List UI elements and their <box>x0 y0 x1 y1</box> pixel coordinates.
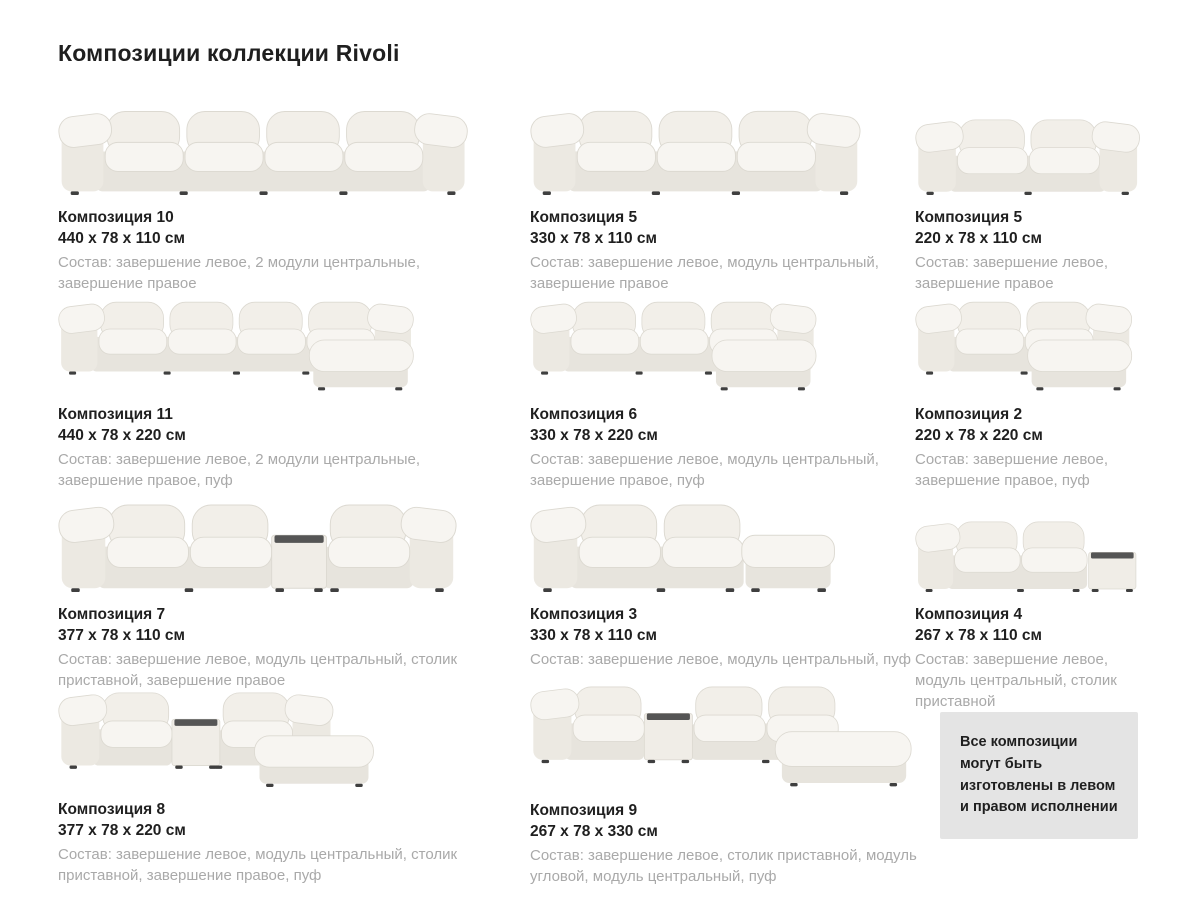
composition-description: Состав: завершение левое, модуль центральный, столик приставной, завершение правое, пуф <box>58 846 458 884</box>
composition-dimensions: 267 x 78 x 110 см <box>915 627 1042 644</box>
sofa-illustration <box>530 95 942 195</box>
composition-description: Состав: завершение левое, модуль центральный, пуф <box>530 651 911 668</box>
composition-name: Композиция 7 <box>58 606 166 623</box>
sofa-illustration <box>58 95 470 195</box>
composition-dimensions: 440 x 78 x 220 см <box>58 427 186 444</box>
composition-description: Состав: завершение левое, модуль центральный, столик приставной, завершение правое <box>58 651 458 689</box>
composition-description: Состав: завершение левое, столик приставной, модуль угловой, модуль центральный, пуф <box>530 847 917 885</box>
composition-name: Композиция 3 <box>530 606 638 623</box>
composition-description: Состав: завершение левое, завершение правое, пуф <box>915 451 1109 489</box>
composition-name: Композиция 4 <box>915 606 1023 623</box>
sofa-illustration <box>915 288 1142 392</box>
sofa-illustration <box>58 288 470 392</box>
sofa-illustration <box>915 95 1142 195</box>
composition-card <box>58 678 470 886</box>
composition-card <box>58 488 470 691</box>
note-text: Все композиции могут быть изготовлены в левом и правом исполнении <box>960 734 1118 816</box>
composition-card <box>530 288 942 491</box>
composition-card <box>530 488 942 670</box>
composition-description: Состав: завершение левое, модуль центральный, столик приставной <box>915 651 1117 710</box>
composition-dimensions: 440 x 78 x 110 см <box>58 230 185 247</box>
composition-card <box>530 95 942 294</box>
composition-dimensions: 220 x 78 x 220 см <box>915 427 1043 444</box>
composition-name: Композиция 6 <box>530 406 638 423</box>
sofa-illustration <box>530 288 942 392</box>
composition-name: Композиция 8 <box>58 801 166 818</box>
composition-description: Состав: завершение левое, завершение правое <box>915 254 1109 292</box>
composition-dimensions: 330 x 78 x 110 см <box>530 230 657 247</box>
composition-name: Композиция 9 <box>530 802 638 819</box>
composition-name: Композиция 10 <box>58 209 174 226</box>
sofa-illustration <box>58 678 470 787</box>
composition-name: Композиция 11 <box>58 406 173 423</box>
composition-card <box>915 288 1142 491</box>
composition-dimensions: 377 x 78 x 110 см <box>58 627 185 644</box>
sofa-illustration <box>58 488 470 592</box>
sofa-illustration <box>915 488 1142 592</box>
composition-name: Композиция 5 <box>915 209 1023 226</box>
composition-dimensions: 220 x 78 x 110 см <box>915 230 1042 247</box>
composition-dimensions: 377 x 78 x 220 см <box>58 822 186 839</box>
note-box <box>940 712 1138 839</box>
composition-dimensions: 330 x 78 x 110 см <box>530 627 657 644</box>
composition-dimensions: 330 x 78 x 220 см <box>530 427 658 444</box>
composition-description: Состав: завершение левое, 2 модули центральные, завершение правое <box>58 254 420 292</box>
page-title: Композиции коллекции Rivoli <box>58 40 400 66</box>
sofa-illustration <box>530 488 942 592</box>
composition-card <box>58 288 470 491</box>
composition-description: Состав: завершение левое, модуль центральный, завершение правое <box>530 254 879 292</box>
composition-description: Состав: завершение левое, 2 модули центральные, завершение правое, пуф <box>58 451 420 489</box>
composition-name: Композиция 2 <box>915 406 1023 423</box>
composition-card <box>915 95 1142 294</box>
composition-description: Состав: завершение левое, модуль центральный, завершение правое, пуф <box>530 451 879 489</box>
composition-dimensions: 267 x 78 x 330 см <box>530 823 658 840</box>
composition-card <box>530 672 950 887</box>
composition-card <box>58 95 470 294</box>
sofa-illustration <box>530 672 950 788</box>
composition-name: Композиция 5 <box>530 209 638 226</box>
